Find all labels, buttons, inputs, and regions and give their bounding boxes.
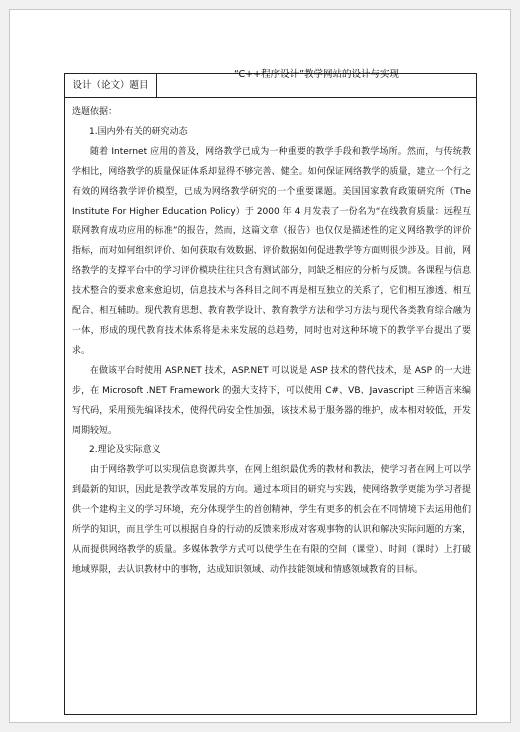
content-cell: [65, 98, 476, 714]
paragraph-3: 由于网络教学可以实现信息资源共享，在网上组织最优秀的教材和教法，使学习者在网上可以学到最新的知识，因此是教学改革发展的方向。通过本项目的研究与实践，使网络教学更能为学习者提供一个建构主义的学习环境，充分体现学生的首创精神，学生有更多的机会在不同情境下去运用他们所学的知识，而且学生可以根据自身的行动的反馈来形成对客观事物的认识和解决实际问题的方案，从而提供网络教学的质量。多媒体教学方式可以使学生在有限的空间（课堂）、时间（课时）上打破地域界限，去认识教材中的事物，达成知识领域、动作技能领域和情感领域教育的目标。: [72, 465, 471, 575]
thesis-title: “C++程序设计”教学网站的设计与实现: [233, 69, 400, 80]
document-page: [9, 9, 511, 723]
title-row: [65, 69, 476, 98]
paragraph-2: 在做该平台时使用 ASP.NET 技术，ASP.NET 可以说是 ASP 技术的替代技术，是 ASP 的一大进步，在 Microsoft .NET Framework 的强大支持下，可以使用 C#、VB、Javascript 三种语言来编写代码，采用预先编译技术，使得代码安全性加强，该技术易于服务器的维护，成本相对较低，开发周期较短。: [72, 365, 471, 436]
thesis-table: [64, 69, 477, 715]
paragraph-1: 随着 Internet 应用的普及，网络教学已成为一种重要的教学手段和教学场所。然而，与传统教学相比，网络教学的质量保证体系却显得不够完善、健全。如何保证网络教学的质量，建立一个行之有效的网络教学评价模型，已成为网络教学研究的一个重要课题。美国国家教育政策研究所（The Institute For Higher Education Policy）于 2000 年 4 月发表了一份名为“在线教育质量：远程互联网教育成功应用的标准”的报告，然而，这篇文章（报告）也仅仅是描述性的定义网络教学的评价指标，而对如何组织评价、如何获取有效数据、评价数据如何促进教学等方面则很少涉及。目前，网络教学的支撑平台中的学习评价模块往往只含有测试部分，同缺乏相应的分析与反馈。各课程与信息技术整合的要求愈来愈迫切，信息技术与各科目之间不再是相互独立的关系了，它们相互渗透、相互配合、相互辅助。现代教育思想、教育教学设计、教育教学方法和学习方法与现代各类教育综合融为一体，形成的现代教育技术体系将是未来发展的总趋势，同时也对这种环境下的教学平台提出了要求。: [72, 146, 471, 356]
intro-label: 选题依据：: [72, 107, 118, 117]
section2-heading: 2.理论及实际意义: [89, 445, 161, 456]
section1-heading: 1.国内外有关的研究动态: [89, 126, 188, 137]
title-label: 设计（论文）题目: [65, 74, 157, 97]
